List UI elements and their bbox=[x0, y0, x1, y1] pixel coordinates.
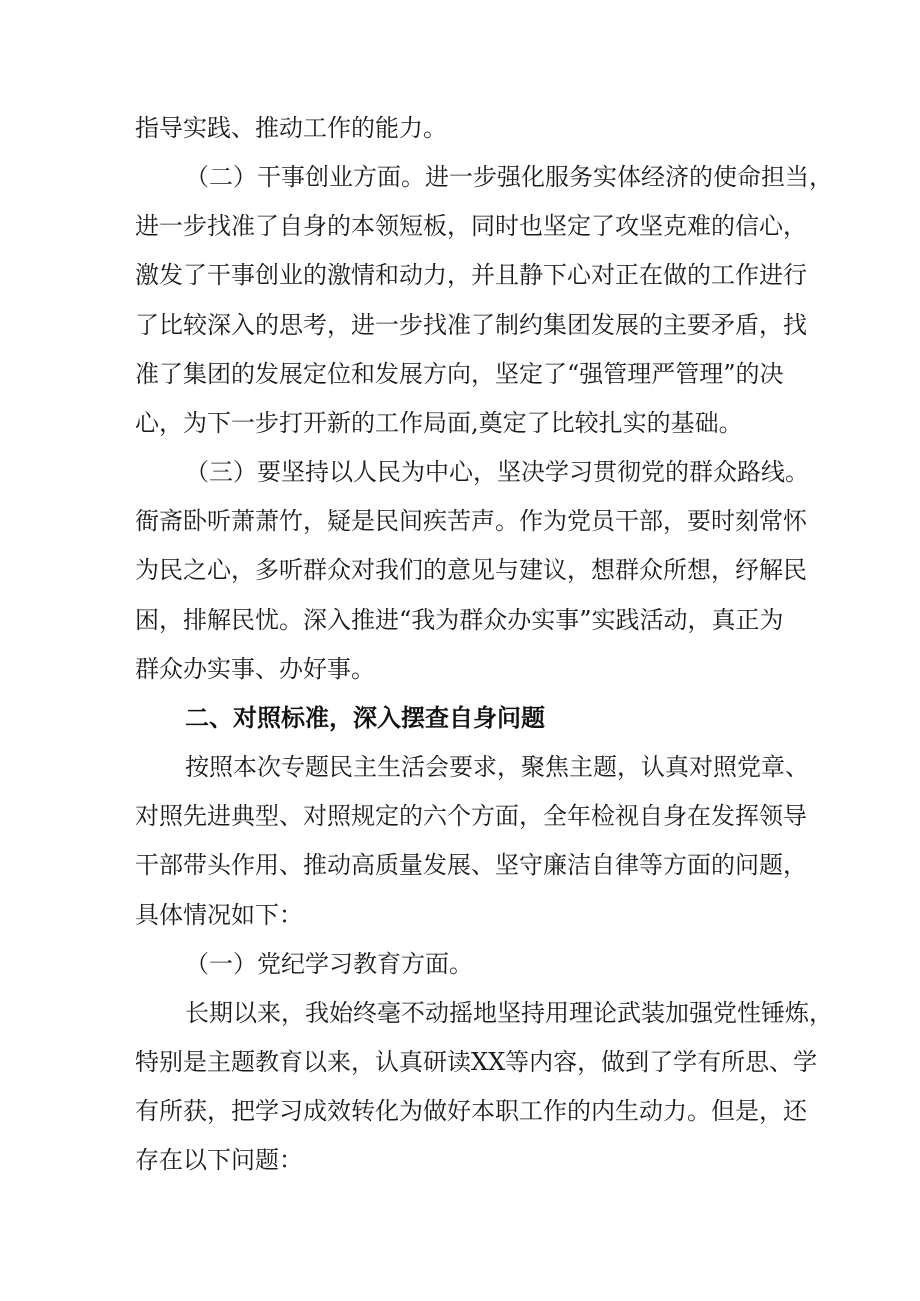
text-line: （一）党纪学习教育方面。 bbox=[185, 950, 473, 978]
text-line: 心，为下一步打开新的工作局面,奠定了比较扎实的基础。 bbox=[135, 409, 743, 437]
text-line: 激发了干事创业的激情和动力，并且静下心对正在做的工作进行 bbox=[135, 261, 807, 289]
text-line: （三）要坚持以人民为中心，坚决学习贯彻党的群众路线。 bbox=[185, 458, 809, 486]
text-line: 了比较深入的思考，进一步找准了制约集团发展的主要矛盾，找 bbox=[135, 311, 807, 339]
text-line: 衙斋卧听萧萧竹，疑是民间疾苦声。作为党员干部，要时刻常怀 bbox=[135, 507, 807, 535]
text-line: 特别是主题教育以来，认真研读XX等内容，做到了学有所思、学 bbox=[135, 1048, 818, 1076]
text-line: 进一步找准了自身的本领短板，同时也坚定了攻坚克难的信心， bbox=[135, 212, 807, 240]
text-line: 长期以来，我始终毫不动摇地坚持用理论武装加强党性锤炼， bbox=[185, 999, 833, 1027]
section-heading: 二、对照标准，深入摆查自身问题 bbox=[185, 704, 545, 732]
text-line: 群众办实事、办好事。 bbox=[135, 655, 375, 683]
text-line: 对照先进典型、对照规定的六个方面，全年检视自身在发挥领导 bbox=[135, 802, 807, 830]
text-line: （二）干事创业方面。进一步强化服务实体经济的使命担当， bbox=[185, 163, 833, 191]
text-line: 为民之心，多听群众对我们的意见与建议，想群众所想，纾解民 bbox=[135, 556, 807, 584]
text-line: 有所获，把学习成效转化为做好本职工作的内生动力。但是，还 bbox=[135, 1097, 807, 1125]
text-line: 按照本次专题民主生活会要求，聚焦主题，认真对照党章、 bbox=[185, 753, 809, 781]
text-line: 困，排解民忧。深入推进“我为群众办实事”实践活动，真正为 bbox=[135, 606, 784, 634]
text-line: 指导实践、推动工作的能力。 bbox=[135, 114, 447, 142]
text-line: 具体情况如下： bbox=[135, 901, 303, 929]
text-line: 存在以下问题： bbox=[135, 1146, 303, 1174]
text-line: 干部带头作用、推动高质量发展、坚守廉洁自律等方面的问题， bbox=[135, 851, 807, 879]
text-line: 准了集团的发展定位和发展方向，坚定了“强管理严管理”的决 bbox=[135, 360, 784, 388]
